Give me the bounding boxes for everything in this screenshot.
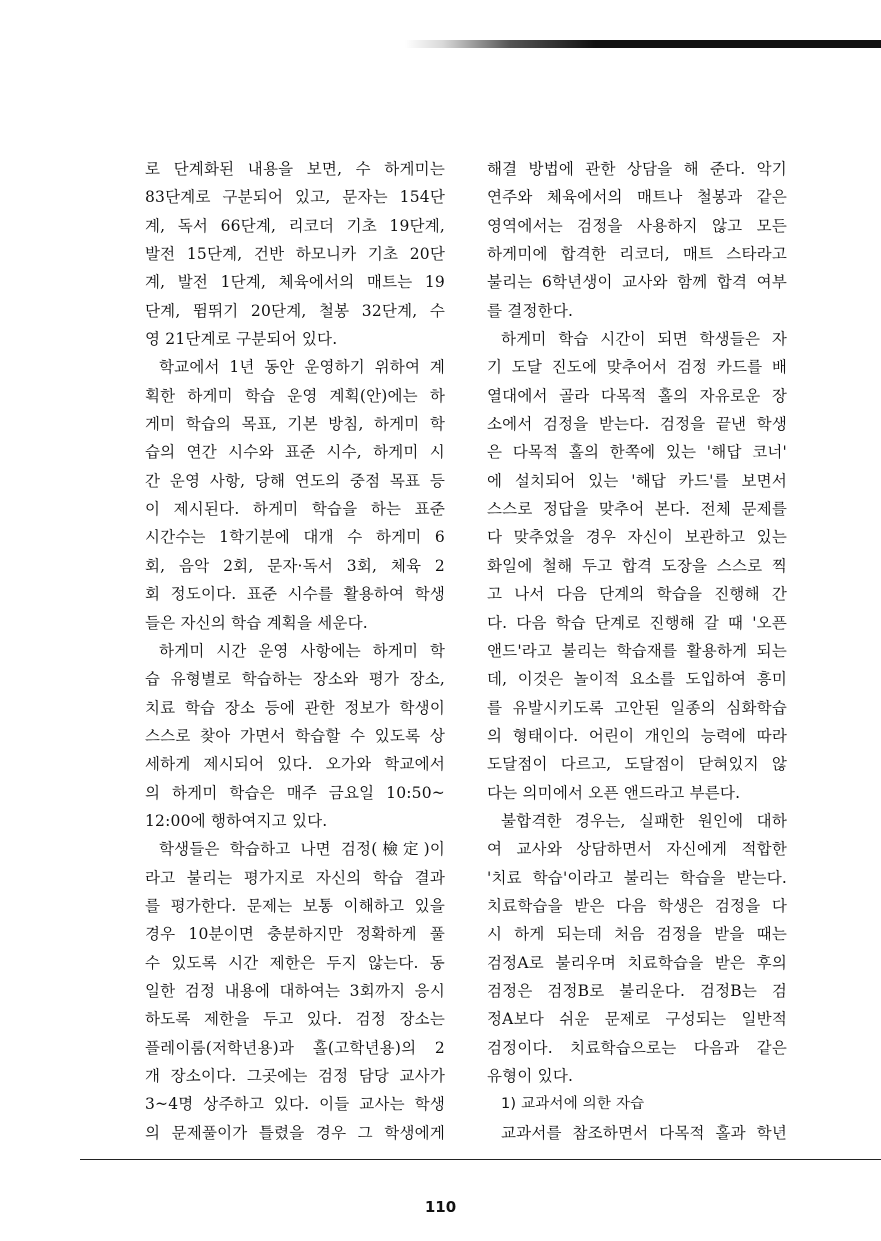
text-line: 12:00에 행하여지고 있다.	[145, 811, 328, 830]
text-line: 다는 의미에서 오픈 앤드라고 부른다.	[487, 783, 741, 802]
text-line: 의 문제풀이가 틀렸을 경우 그 학생에게	[145, 1123, 445, 1142]
text-line: 회, 음악 2회, 문자·독서 3회, 체육 2	[145, 556, 445, 575]
text-line: 불리는 6학년생이 교사와 함께 합격 여부	[487, 273, 787, 292]
text-line: 3~4명 상주하고 있다. 이들 교사는 학생	[145, 1095, 445, 1114]
left-text-column	[145, 155, 445, 1147]
page-number: 110	[424, 1198, 457, 1216]
text-line: 영 21단계로 구분되어 있다.	[145, 330, 338, 349]
text-line: 게미 학습의 목표, 기본 방침, 하게미 학	[145, 415, 445, 434]
text-line: 에 설치되어 있는 '해답 카드'를 보면서	[487, 471, 787, 490]
text-line: 소에서 검정을 받는다. 검정을 끝낸 학생	[487, 415, 787, 434]
text-line: 를 평가한다. 문제는 보통 이해하고 있을	[145, 896, 445, 915]
text-line: 은 다목적 홀의 한쪽에 있는 '해답 코너'	[487, 443, 787, 462]
text-line: 이 제시된다. 하게미 학습을 하는 표준	[145, 500, 445, 519]
text-line: 유형이 있다.	[487, 1067, 574, 1085]
text-line: 검정은 검정B로 불리운다. 검정B는 검	[487, 981, 787, 1000]
text-line: '치료 학습'이라고 불리는 학습을 받는다.	[487, 868, 787, 887]
text-line: 세하게 제시되어 있다. 오가와 학교에서	[145, 755, 445, 774]
text-line: 다. 다음 학습 단계로 진행해 갈 때 '오픈	[487, 613, 787, 632]
text-line: 일한 검정 내용에 대하여는 3회까지 응시	[145, 981, 445, 1000]
text-line: 로 단계화된 내용을 보면, 수 하게미는	[145, 160, 445, 178]
text-line: 수 있도록 시간 제한은 두지 않는다. 동	[145, 953, 445, 972]
text-line: 개 장소이다. 그곳에는 검정 담당 교사가	[145, 1067, 445, 1085]
text-line: 83단계로 구분되어 있고, 문자는 154단	[145, 188, 445, 207]
text-line: 스스로 찾아 가면서 학습할 수 있도록 상	[145, 726, 445, 745]
text-line: 학교에서 1년 동안 운영하기 위하여 계	[159, 358, 445, 377]
text-line: 기 도달 진도에 맞추어서 검정 카드를 배	[487, 358, 787, 377]
text-line: 를 결정한다.	[487, 301, 574, 320]
text-line: 치료 학습 장소 등에 관한 정보가 학생이	[145, 698, 445, 717]
text-line: 플레이룸(저학년용)과 홀(고학년용)의 2	[145, 1038, 445, 1057]
text-line: 검정A로 불리우며 치료학습을 받은 후의	[487, 953, 787, 972]
text-line: 라고 불리는 평가지로 자신의 학습 결과	[145, 868, 445, 887]
text-line: 다 맞추었을 경우 자신이 보관하고 있는	[487, 528, 787, 547]
text-line: 계, 독서 66단계, 리코더 기초 19단계,	[145, 216, 445, 235]
text-line: 도달점이 다르고, 도달점이 닫혀있지 않	[487, 755, 787, 774]
text-line: 시간수는 1학기분에 대개 수 하게미 6	[145, 528, 445, 547]
text-line: 습의 연간 시수와 표준 시수, 하게미 시	[145, 443, 445, 462]
text-line: 학생들은 학습하고 나면 검정(檢定)이	[159, 840, 445, 859]
text-line: 시 하게 되는데 처음 검정을 받을 때는	[487, 925, 787, 944]
text-line: 데, 이것은 놀이적 요소를 도입하여 흥미	[487, 670, 787, 689]
text-line: 를 유발시키도록 고안된 일종의 심화학습	[487, 698, 787, 717]
text-line: 앤드'라고 불리는 학습재를 활용하게 되는	[487, 641, 787, 660]
text-line: 고 나서 다음 단계의 학습을 진행해 간	[487, 585, 787, 604]
text-line: 발전 15단계, 건반 하모니카 기초 20단	[145, 245, 445, 264]
text-line: 경우 10분이면 충분하지만 정확하게 풀	[145, 925, 445, 944]
text-line: 간 운영 사항, 당해 연도의 중점 목표 등	[145, 471, 445, 490]
text-line: 의 형태이다. 어린이 개인의 능력에 따라	[487, 726, 787, 745]
text-line: 열대에서 골라 다목적 홀의 자유로운 장	[487, 386, 787, 405]
text-line: 치료학습을 받은 다음 학생은 검정을 다	[487, 896, 787, 915]
text-line: 여 교사와 상담하면서 자신에게 적합한	[487, 840, 787, 859]
footer-rule	[80, 1159, 881, 1160]
text-line: 계, 발전 1단계, 체육에서의 매트는 19	[145, 273, 445, 292]
text-line: 교과서를 참조하면서 다목적 홀과 학년	[501, 1123, 787, 1142]
text-line: 하게미에 합격한 리코더, 매트 스타라고	[487, 245, 787, 264]
text-line: 화일에 철해 두고 합격 도장을 스스로 찍	[487, 556, 787, 575]
text-line: 습 유형별로 학습하는 장소와 평가 장소,	[145, 670, 445, 689]
text-line: 들은 자신의 학습 계획을 세운다.	[145, 613, 368, 632]
text-line: 1) 교과서에 의한 자습	[501, 1096, 645, 1113]
text-line: 획한 하게미 학습 운영 계획(안)에는 하	[145, 386, 445, 405]
text-line: 검정이다. 치료학습으로는 다음과 같은	[487, 1038, 787, 1057]
text-line: 단계, 뜀뛰기 20단계, 철봉 32단계, 수	[145, 301, 445, 320]
text-line: 영역에서는 검정을 사용하지 않고 모든	[487, 216, 787, 235]
text-line: 하게미 시간 운영 사항에는 하게미 학	[159, 641, 445, 660]
text-line: 하도록 제한을 두고 있다. 검정 장소는	[145, 1010, 445, 1029]
text-line: 불합격한 경우는, 실패한 원인에 대하	[501, 811, 787, 830]
text-line: 정A보다 쉬운 문제로 구성되는 일반적	[487, 1010, 787, 1029]
text-line: 의 하게미 학습은 매주 금요일 10:50~	[145, 783, 445, 802]
right-text-column	[487, 155, 787, 1147]
text-line: 회 정도이다. 표준 시수를 활용하여 학생	[145, 585, 445, 604]
text-line: 해결 방법에 관한 상담을 해 준다. 악기	[487, 160, 787, 178]
header-rule	[405, 40, 881, 48]
text-line: 하게미 학습 시간이 되면 학생들은 자	[501, 330, 787, 349]
text-line: 스스로 정답을 맞추어 본다. 전체 문제를	[487, 500, 787, 519]
text-line: 연주와 체육에서의 매트나 철봉과 같은	[487, 188, 787, 207]
